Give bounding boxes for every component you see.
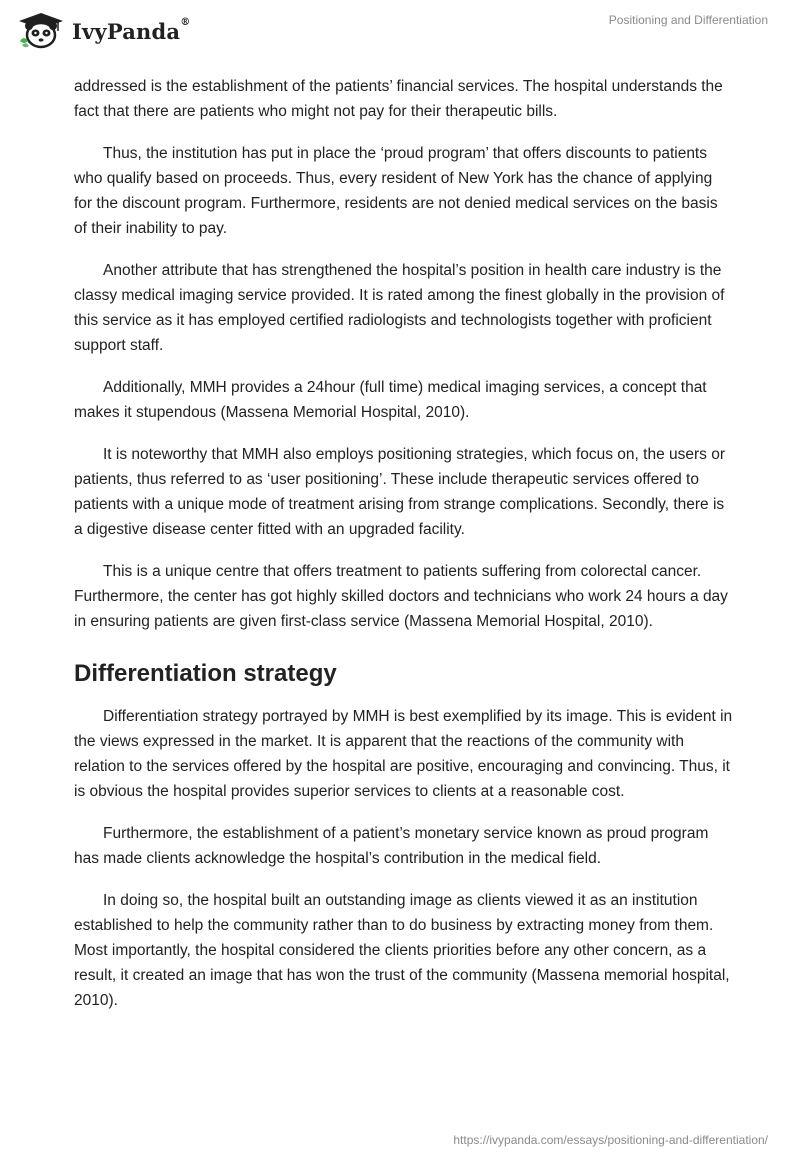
running-title: Positioning and Differentiation — [608, 13, 768, 27]
essay-body — [74, 74, 734, 1030]
paragraph: Differentiation strategy portrayed by MMH is best exemplified by its image. This is evident in the views expressed in the market. It is apparent that the reactions of the community with relation to the services offered by the hospital are positive, encouraging and convincing. Thus, it is obvious the hospital provides superior services to clients at a reasonable cost. — [74, 708, 733, 800]
paragraph: Another attribute that has strengthened the hospital’s position in health care industry is the classy medical imaging service provided. It is rated among the finest globally in the provision of this service as it has employed certified radiologists and technologists together with proficient support staff. — [74, 262, 725, 354]
page-header — [0, 0, 800, 64]
paragraph: This is a unique centre that offers treatment to patients suffering from colorectal cancer. Furthermore, the center has got highly skilled doctors and technicians who work 24 hours a day in ensuring patients are given first-class service (Massena Memorial Hospital, 2010). — [74, 563, 728, 630]
paragraph: Thus, the institution has put in place the ‘proud program’ that offers discounts to patients who qualify based on proceeds. Thus, every resident of New York has the chance of applying for the discount program. Furthermore, residents are not denied medical services on the basis of their inability to pay. — [74, 145, 718, 237]
paragraph: In doing so, the hospital built an outstanding image as clients viewed it as an institution established to help the community rather than to do business by extracting money from them. Most importantly, the hospital considered the clients priorities before any other concern, as a result, it created an image that has won the trust of the community (Massena memorial hospital, 2010). — [74, 892, 730, 1009]
ivypanda-logo[interactable] — [16, 11, 190, 51]
paragraph: Additionally, MMH provides a 24hour (full time) medical imaging services, a concept that makes it stupendous (Massena Memorial Hospital, 2010). — [74, 379, 707, 421]
logo-text: IvyPanda® — [72, 16, 191, 44]
paragraph: addressed is the establishment of the patients’ financial services. The hospital understands the fact that there are patients who might not pay for their therapeutic bills. — [74, 78, 723, 120]
section-heading: Differentiation strategy — [74, 660, 337, 687]
paragraph: It is noteworthy that MMH also employs positioning strategies, which focus on, the users or patients, thus referred to as ‘user positioning’. These include therapeutic services offered to patients with a unique mode of treatment arising from strange complications. Secondly, there is a digestive disease center fitted with an upgraded facility. — [74, 446, 726, 538]
panda-graduate-icon — [16, 11, 66, 51]
source-url[interactable]: https://ivypanda.com/essays/positioning-and-differentiation/ — [453, 1133, 768, 1147]
paragraph: Furthermore, the establishment of a patient’s monetary service known as proud program has made clients acknowledge the hospital’s contribution in the medical field. — [74, 825, 709, 867]
